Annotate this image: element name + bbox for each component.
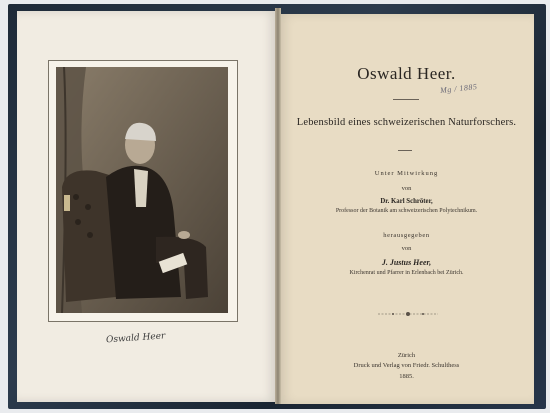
handwritten-signature: Oswald Heer <box>105 331 166 346</box>
editor-name: J. Justus Heer, <box>381 258 432 267</box>
collaboration-label: Unter Mitwirkung <box>374 170 439 177</box>
title-rule <box>393 99 419 100</box>
von-label-1: von <box>401 185 412 192</box>
editor-label: herausgegeben <box>383 232 430 239</box>
publication-year: 1885. <box>399 373 414 380</box>
publication-city: Zürich <box>397 352 416 359</box>
publisher-line: Druck und Verlag von Friedr. Schulthess <box>353 362 460 369</box>
book-title: Oswald Heer. <box>357 64 456 83</box>
ornament-divider <box>378 310 438 318</box>
collaborator-title: Professor der Botanik am schweizerischen Polytechnikum. <box>335 208 478 214</box>
editor-title: Kirchenrat und Pfarrer in Erlenbach bei Zürich. <box>349 270 464 276</box>
von-label-2: von <box>401 245 412 252</box>
book-subtitle: Lebensbild eines schweizerischen Naturforschers. <box>296 117 517 128</box>
collaborator-name: Dr. Karl Schröter, <box>380 198 433 205</box>
portrait-illustration <box>56 67 228 313</box>
pencil-annotation: Mg / 1885 <box>439 82 478 95</box>
portrait-photo <box>56 67 228 313</box>
subtitle-rule <box>398 150 412 151</box>
